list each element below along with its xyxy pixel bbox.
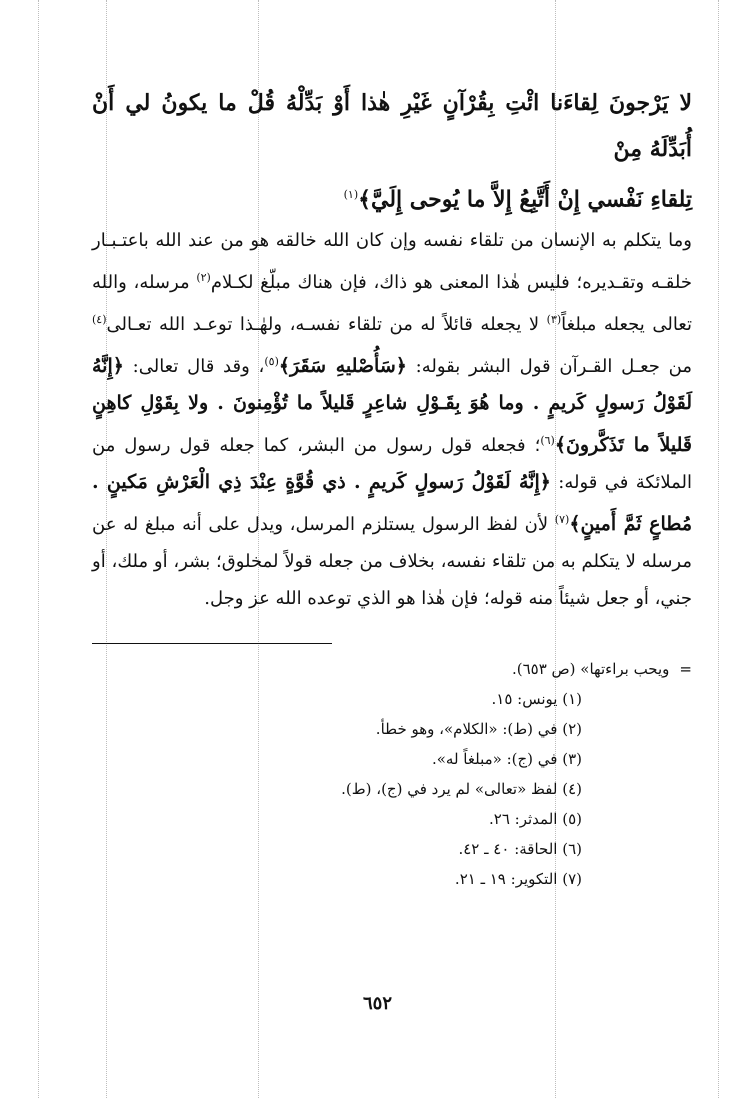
paragraph-text: ، وقد قال تعالى: xyxy=(123,356,265,378)
quran-verse-yunus xyxy=(92,80,692,222)
footnote-ref-5: (٥) xyxy=(264,355,279,369)
footnote-item: (٦) الحاقة: ٤٠ ـ ٤٢. xyxy=(458,840,582,859)
paragraph-text: لا يجعله قائلاً له من تلقاء نفسـه، ولهٰـذا توعـد الله تعـالى xyxy=(106,314,547,336)
main-text xyxy=(92,80,692,617)
footnote-item: (٢) في (ط): «الكلام»، وهو خطأ. xyxy=(375,720,582,739)
footnote-item: (٥) المدثر: ٢٦. xyxy=(488,810,582,829)
binding-guide-line xyxy=(718,0,719,1098)
quran-quote: ﴿إِنَّهُ لَقَوْلُ رَسولٍ كَريمٍ . ذي قُوَّةٍ عِنْدَ ذِي الْعَرْشِ مَكينٍ . مُطاعٍ ثَمَّ أَمينٍ﴾ xyxy=(92,471,692,536)
book-page xyxy=(92,80,692,894)
footnote-ref-3: (٣) xyxy=(546,313,562,327)
continuation-marker: = xyxy=(679,660,692,679)
footnote-ref-6: (٦) xyxy=(540,434,555,448)
footnote-continuation-text: ويحب براءتها» (ص ٦٥٣). xyxy=(511,660,670,679)
footnote-ref-1: (١) xyxy=(343,188,359,201)
footnote-ref-2: (٢) xyxy=(196,271,211,285)
footnote-ref-4: (٤) xyxy=(92,313,107,327)
commentary-paragraph xyxy=(92,222,692,617)
verse-line-2: تِلقاءِ نَفْسي إِنْ أَتَّبِعُ إِلاَّ ما يُوحى إِلَيَّ﴾ xyxy=(358,186,692,213)
footnote-continuation xyxy=(92,654,692,684)
footnote-item: (٣) في (ج): «مبلغاً له». xyxy=(431,750,582,769)
page-number: ٦٥٢ xyxy=(362,993,392,1014)
quran-quote: ﴿إِنَّهُ لَقَوْلُ رَسولٍ كَريمٍ . وما هُوَ بِقَـوْلِ شاعِرٍ قَليلاً ما تُؤْمِنونَ . ولا بِقَوْلِ كاهِنٍ قَليلاً ما تَذَكَّرونَ﴾ xyxy=(92,355,692,457)
quran-quote: ﴿سَأُصْليهِ سَقَرَ﴾ xyxy=(278,355,407,378)
footnote-item: (٧) التكوير: ١٩ ـ ٢١. xyxy=(454,870,582,889)
paragraph-text: مرسله، والله تعالى يجعله مبلغاً xyxy=(92,272,692,336)
footnote-item: (١) يونس: ١٥. xyxy=(491,690,582,709)
paragraph-text: لأن لفظ الرسول يستلزم المرسل، ويدل على أنه مبلغ له عن مرسله لا يتكلم به من تلقاء نفسه، بخلاف من جعله قولاً لمخلوق؛ بشر، أو ملك، أو جني، أو جعل شيئاً منه قوله؛ فإن هٰذا هو الذي توعده الله عز وجل. xyxy=(92,514,692,610)
binding-guide-line xyxy=(38,0,39,1098)
paragraph-text: وما يتكلم به الإنسان من تلقاء نفسه وإن كان الله خالقه هو من عند الله باعتـبـار خلقـه وتقـديره؛ فليس هٰذا المعنى هو ذاك، فإن هناك مبلّغ لكـلام xyxy=(92,230,692,294)
paragraph-text: من جعـل القـرآن قول البشر بقوله: xyxy=(406,356,692,378)
verse-line-1: لا يَرْجونَ لِقاءَنا ائْتِ بِقُرْآنٍ غَيْرِ هٰذا أَوْ بَدِّلْهُ قُلْ ما يكونُ لي أَنْ أُبَدِّلَهُ مِنْ xyxy=(92,90,692,162)
footnote-item: (٤) لفظ «تعالى» لم يرد في (ج)، (ط). xyxy=(341,780,582,799)
footnote-separator xyxy=(92,643,332,644)
footnote-ref-7: (٧) xyxy=(554,513,570,527)
paragraph-text: ؛ فجعله قول رسول من البشر، كما جعله قول رسول من الملائكة في قوله: xyxy=(92,435,692,494)
footnotes xyxy=(92,654,692,894)
